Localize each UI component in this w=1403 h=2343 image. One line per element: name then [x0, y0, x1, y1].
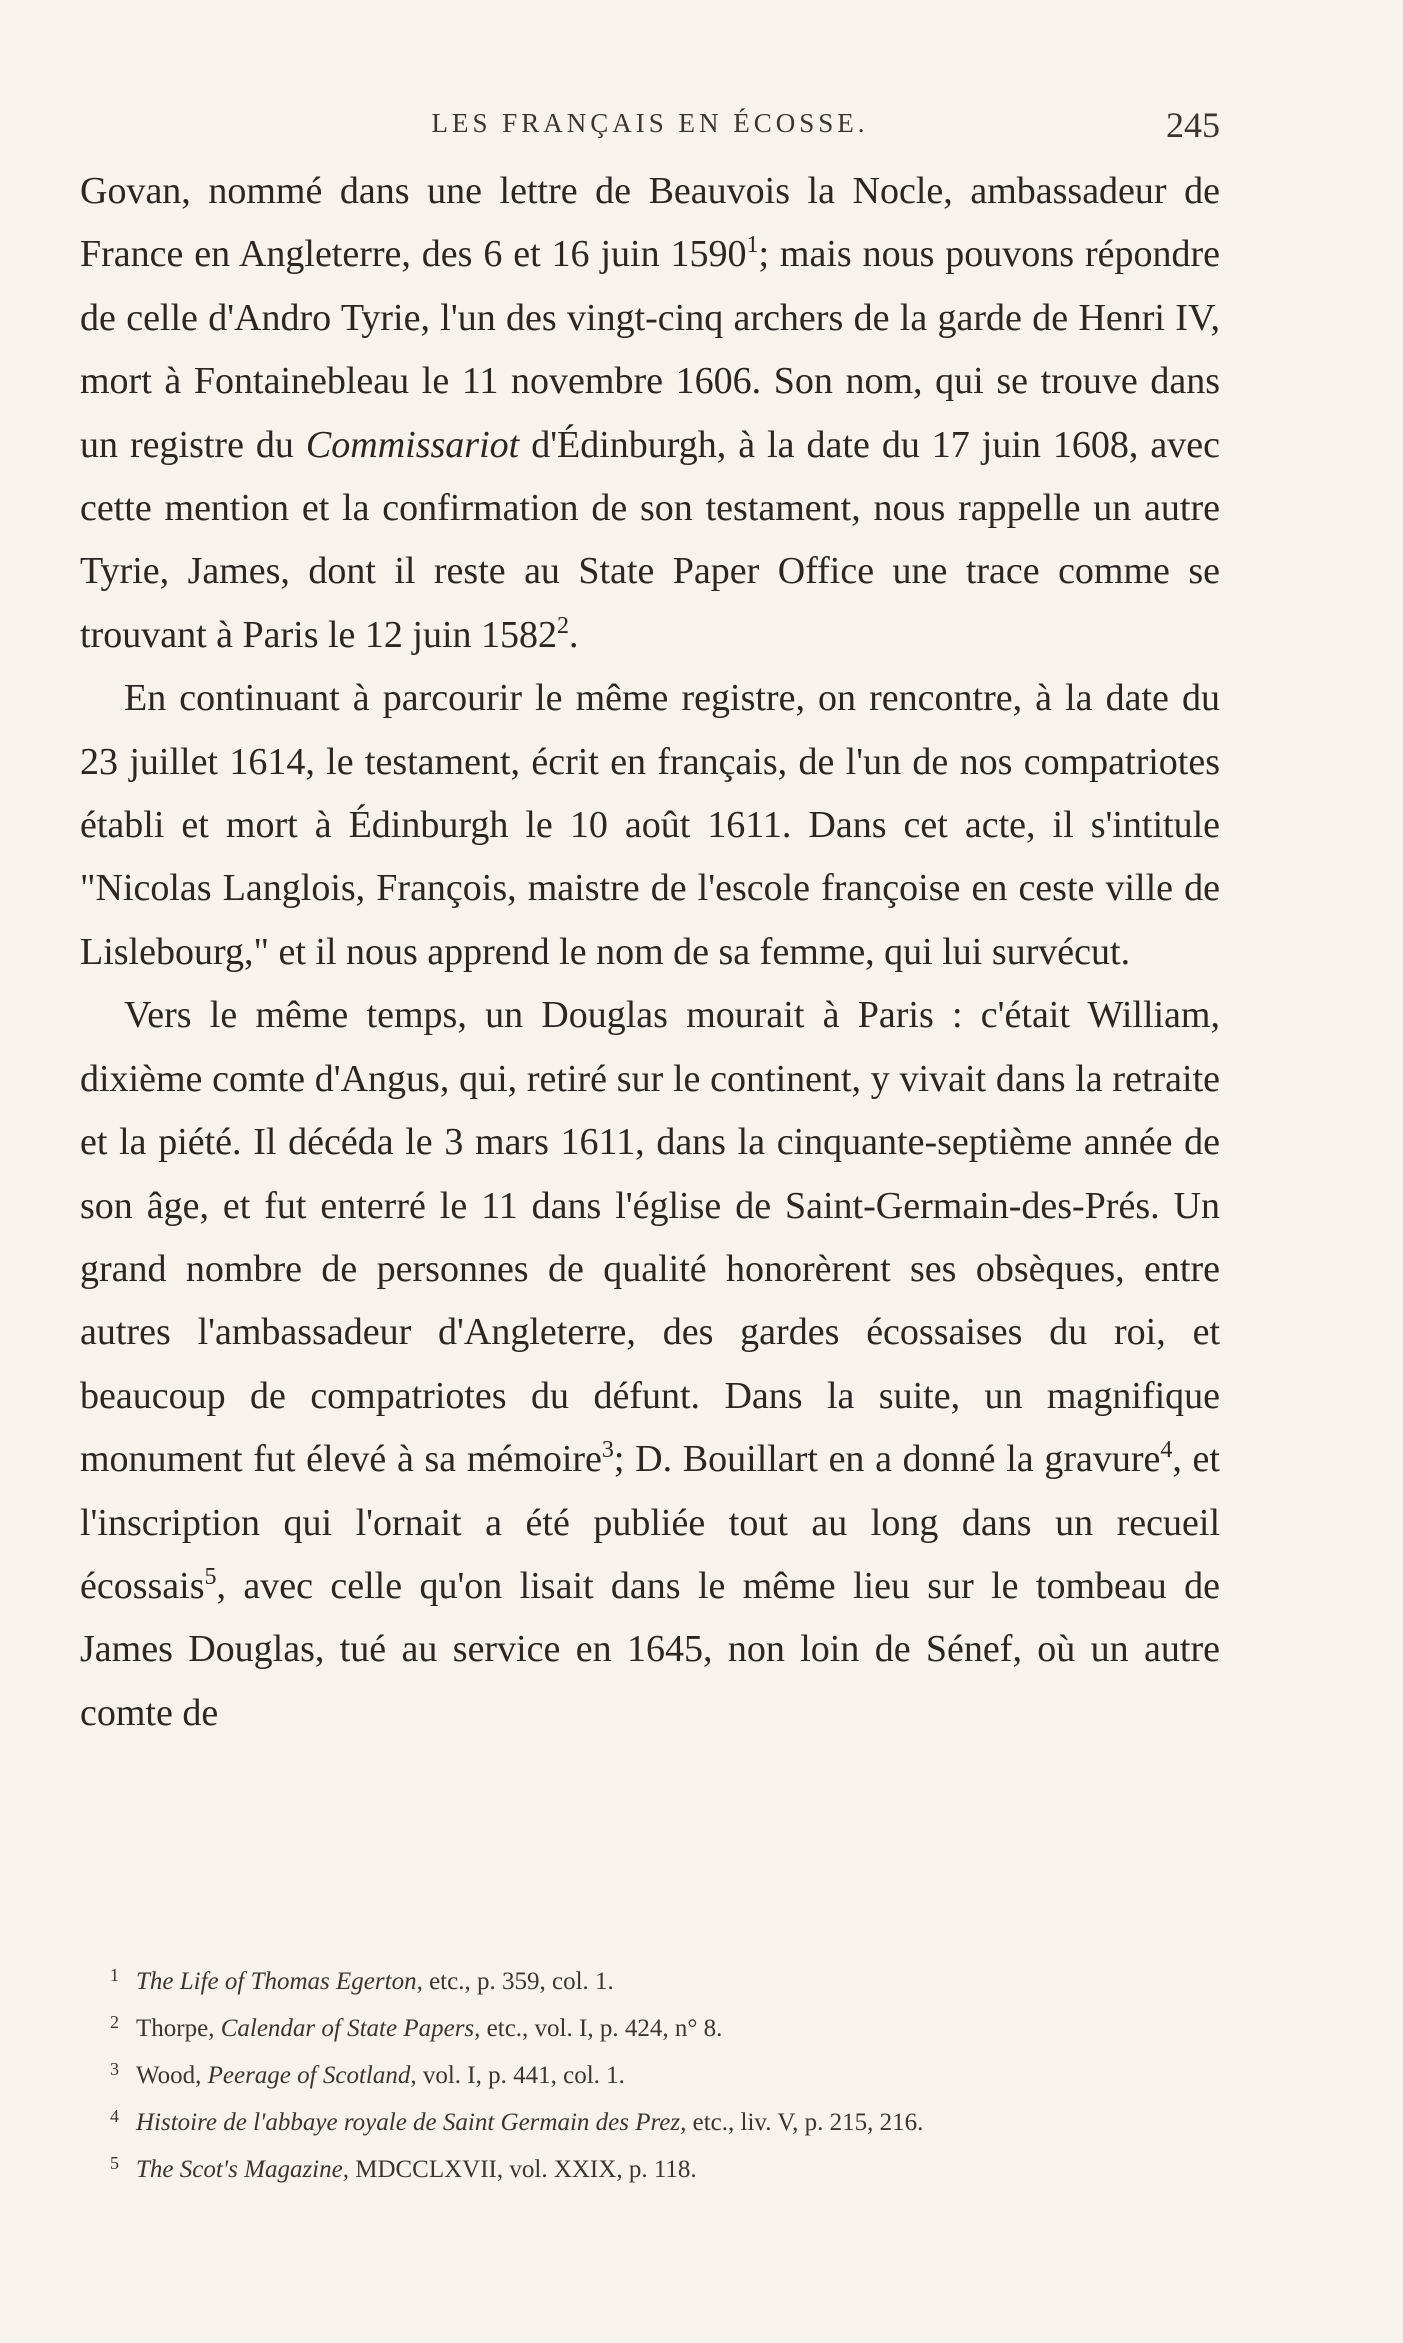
- footnote-mark: 2: [110, 2012, 119, 2032]
- running-head: [80, 105, 1220, 148]
- footnote-italic: Calendar of State Papers,: [220, 2015, 481, 2042]
- footnote-2: [110, 2002, 1220, 2049]
- paragraph-2: [80, 667, 1220, 984]
- p2-text-1: En continuant à parcourir le même registre, on rencontre, à la date du 23 juillet 1614, le testament, écrit en français, de l'un de nos compatriotes établi et mort à Édinburgh le 10 août 1611. Dans cet acte, il s'intitule "Nicolas Langlois, François, maistre de l'escole françoise en ceste ville de Lislebourg," et il nous apprend le nom de sa femme, qui lui survécut.: [80, 677, 1220, 973]
- footnote-5: [110, 2143, 1220, 2190]
- footnote-ref-1: 1: [746, 232, 759, 259]
- footnote-rest: etc., p. 359, col. 1.: [422, 1968, 614, 1995]
- footnote-rest: MDCCLXVII, vol. XXIX, p. 118.: [348, 2156, 697, 2183]
- p3-text-4: , avec celle qu'on lisait dans le même lieu sur le tombeau de James Douglas, tué au service en 1645, non loin de Sénef, où un autre comte de: [80, 1564, 1220, 1734]
- paragraph-1: [80, 160, 1220, 667]
- footnote-rest: vol. I, p. 441, col. 1.: [416, 2062, 625, 2089]
- p1-text-4: .: [569, 613, 579, 656]
- footnote-rest: etc., liv. V, p. 215, 216.: [686, 2109, 924, 2136]
- footnote-mark: 5: [110, 2153, 119, 2173]
- footnote-ref-5: 5: [204, 1563, 217, 1590]
- footnote-mark: 1: [110, 1965, 119, 1985]
- p1-text-1: Govan, nommé dans une lettre de Beauvois la Nocle, ambassadeur de France en Angleterre, des 6 et 16 juin 1590: [80, 170, 1220, 276]
- footnote-mark: 4: [110, 2106, 119, 2126]
- footnote-pre: Wood,: [136, 2062, 208, 2089]
- paragraph-3: [80, 984, 1220, 1745]
- p3-text-3: , et l'inscription qui l'ornait a été publiée tout au long dans un recueil écossais: [80, 1438, 1220, 1607]
- footnote-ref-2: 2: [557, 612, 570, 639]
- footnote-ref-3: 3: [601, 1437, 614, 1464]
- footnote-1: [110, 1955, 1220, 2002]
- p1-text-3: d'Édinburgh, à la date du 17 juin 1608, avec cette mention et la confirmation de son testament, nous rappelle un autre Tyrie, James, dont il reste au State Paper Office une trace comme se trouvant à Paris le 12 juin 1582: [80, 423, 1220, 656]
- footnote-italic: Histoire de l'abbaye royale de Saint Germain des Prez,: [136, 2109, 687, 2136]
- p3-text-1: Vers le même temps, un Douglas mourait à Paris : c'était William, dixième comte d'Angus, qui, retiré sur le continent, y vivait dans la retraite et la piété. Il décéda le 3 mars 1611, dans la cinquante-septième année de son âge, et fut enterré le 11 dans l'église de Saint-Germain-des-Prés. Un grand nombre de personnes de qualité honorèrent ses obsèques, entre autres l'ambassadeur d'Angleterre, des gardes écossaises du roi, et beaucoup de compatriotes du défunt. Dans la suite, un magnifique monument fut élevé à sa mémoire: [80, 994, 1220, 1481]
- running-title: LES FRANÇAIS EN ÉCOSSE.: [431, 108, 869, 138]
- footnote-mark: 3: [110, 2059, 119, 2079]
- p1-italic-commissariot: Commissariot: [305, 423, 520, 466]
- footnote-4: [110, 2096, 1220, 2143]
- footnote-italic: The Life of Thomas Egerton,: [136, 1968, 423, 1995]
- footnote-3: [110, 2049, 1220, 2096]
- body-text: [80, 160, 1220, 1745]
- p3-text-2: ; D. Bouillart en a donné la gravure: [613, 1438, 1161, 1481]
- p1-text-2: ; mais nous pouvons répondre de celle d'Andro Tyrie, l'un des vingt-cinq archers de la garde de Henri IV, mort à Fontainebleau le 11 novembre 1606. Son nom, qui se trouve dans un registre du: [80, 233, 1220, 466]
- footnotes: [110, 1955, 1220, 2190]
- footnote-italic: Peerage of Scotland,: [207, 2062, 417, 2089]
- footnote-italic: The Scot's Magazine,: [136, 2156, 349, 2183]
- footnote-rest: etc., vol. I, p. 424, n° 8.: [480, 2015, 723, 2042]
- page-number: 245: [1166, 105, 1220, 145]
- footnote-ref-4: 4: [1160, 1437, 1173, 1464]
- footnote-pre: Thorpe,: [136, 2015, 221, 2042]
